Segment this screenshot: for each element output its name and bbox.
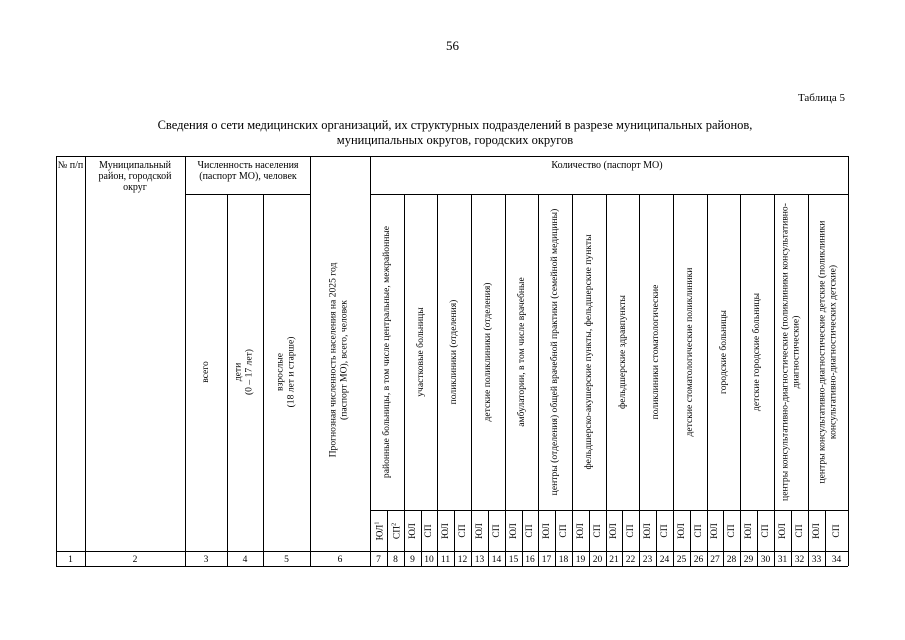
facility-type-header: центры консультативно-диагностические (поликлиники консультативно-диагностические) [779, 203, 801, 501]
column-number: 30 [760, 555, 771, 565]
grid-line [774, 194, 775, 566]
grid-line [639, 194, 640, 566]
grid-line [471, 194, 472, 566]
column-number: 28 [726, 555, 737, 565]
column-number: 13 [474, 555, 485, 565]
grid-line [437, 194, 438, 566]
facility-type-header: районные больницы, в том числе центральные, межрайонные [380, 225, 392, 479]
column-number: 12 [457, 555, 468, 565]
grid-line [404, 194, 405, 566]
sub-header-division: $СП^2$ [390, 522, 403, 539]
grid-line [310, 156, 311, 566]
header-forecast: Прогнозная численность населения на 2025 год (паспорт МО), всего, человек [327, 262, 349, 458]
column-number: 25 [676, 555, 687, 565]
sub-header-division: СП [760, 523, 771, 538]
sub-header-legal-entity: ЮЛ [676, 522, 687, 539]
grid-line [185, 194, 310, 195]
grid-line [673, 194, 674, 566]
column-number: 24 [659, 555, 670, 565]
sub-header-legal-entity: ЮЛ [407, 522, 418, 539]
grid-line [185, 156, 186, 566]
facility-type-header: поликлиники (отделения) [447, 299, 459, 405]
column-number: 22 [625, 555, 636, 565]
facility-type-header: участковые больницы [414, 307, 426, 397]
grid-line [370, 510, 848, 511]
column-number: 6 [337, 555, 343, 565]
grid-line [538, 194, 539, 566]
sub-header-division: СП [726, 523, 737, 538]
column-number: 23 [642, 555, 653, 565]
sub-header-legal-entity: ЮЛ [811, 522, 822, 539]
grid-line [56, 156, 848, 157]
facility-type-header: центры консультативно-диагностические детские (поликлиники консультативно-диагностических детские) [816, 220, 838, 484]
column-number: 17 [541, 555, 552, 565]
sub-header-legal-entity: ЮЛ [710, 522, 720, 539]
table-title [100, 118, 810, 148]
column-number: 3 [203, 555, 209, 565]
facility-type-header: фельдшерские здравпункты [616, 295, 628, 409]
column-number: 16 [525, 555, 535, 565]
sub-header-legal-entity: $ЮЛ^1$ [373, 521, 386, 540]
title-line-2: муниципальных округов, городских округов [336, 133, 574, 147]
grid-line [85, 156, 86, 566]
header-adults [276, 317, 297, 427]
sub-header-legal-entity: ЮЛ [642, 522, 653, 539]
header-population: Численность населения (паспорт МО), человек [197, 160, 299, 182]
adults-age: (18 лет и старше) [285, 336, 296, 408]
column-number: 5 [284, 555, 289, 565]
table-label: Таблица 5 [797, 92, 845, 104]
grid-line [370, 194, 848, 195]
grid-line [370, 156, 371, 566]
column-number: 11 [440, 555, 451, 565]
facility-type-header: амбулатории, в том числе врачебные [515, 277, 527, 427]
header-district: Муниципальный район, городской округ [98, 160, 172, 193]
sub-header-division: СП [659, 523, 670, 538]
column-number: 8 [393, 555, 398, 565]
header-quantity: Количество (паспорт МО) [551, 160, 663, 171]
grid-line [263, 194, 264, 566]
facility-type-header: детские стоматологические поликлиники [683, 267, 695, 437]
header-total: всего [199, 361, 211, 383]
sub-header-division: СП [424, 523, 434, 538]
grid-line [606, 194, 607, 566]
sub-header-legal-entity: ЮЛ [777, 522, 788, 539]
column-number: 1 [68, 555, 73, 565]
column-number: 18 [558, 555, 569, 565]
column-number: 4 [242, 555, 248, 565]
facility-type-header: городские больницы [717, 310, 729, 394]
column-number: 21 [609, 555, 619, 565]
sub-header-legal-entity: ЮЛ [609, 522, 619, 539]
adults-label: взрослые [274, 353, 286, 391]
sub-header-division: СП [693, 523, 704, 538]
sub-header-legal-entity: ЮЛ [743, 522, 754, 539]
grid-line [505, 194, 506, 566]
grid-line [707, 194, 708, 566]
column-number: 31 [777, 555, 788, 565]
title-line-1: Сведения о сети медицинских организаций, их структурных подразделений в разрезе муниципальных районов, [157, 118, 753, 132]
column-number: 26 [693, 555, 704, 565]
column-number: 19 [575, 555, 586, 565]
facility-type-header: фельдшерско-акушерские пункты, фельдшерские пункты [582, 234, 594, 470]
column-number: 20 [592, 555, 603, 565]
column-number: 34 [831, 555, 842, 565]
sub-header-division: СП [831, 523, 842, 538]
sub-header-division: СП [491, 523, 502, 538]
sub-header-legal-entity: ЮЛ [541, 522, 552, 539]
grid-line [572, 194, 573, 566]
sub-header-legal-entity: ЮЛ [440, 522, 451, 539]
column-number: 27 [710, 555, 720, 565]
sub-header-division: СП [625, 523, 636, 538]
column-number: 7 [376, 555, 381, 565]
sub-header-division: СП [794, 523, 805, 538]
column-number: 32 [794, 555, 805, 565]
children-label: дети [232, 362, 244, 382]
facility-type-header: детские поликлиники (отделения) [481, 282, 493, 422]
sub-header-division: СП [457, 523, 468, 538]
header-children [234, 327, 255, 417]
sub-header-division: СП [592, 523, 603, 538]
grid-line [808, 194, 809, 566]
column-number: 14 [491, 555, 502, 565]
sub-header-legal-entity: ЮЛ [575, 522, 586, 539]
column-number: 9 [410, 555, 415, 565]
column-number: 10 [424, 555, 434, 565]
column-number: 2 [132, 555, 138, 565]
facility-type-header: поликлиники стоматологические [649, 284, 661, 420]
column-number: 29 [743, 555, 754, 565]
children-age: (0 – 17 лет) [243, 349, 254, 396]
column-number: 15 [508, 555, 519, 565]
grid-line [56, 566, 848, 567]
grid-line [56, 156, 57, 566]
sub-header-legal-entity: ЮЛ [474, 522, 485, 539]
page-number: 56 [446, 38, 459, 53]
grid-line [740, 194, 741, 566]
grid-line [56, 551, 848, 552]
column-number: 33 [811, 555, 822, 565]
sub-header-division: СП [558, 523, 569, 538]
header-number: № п/п [57, 160, 84, 171]
grid-line [848, 156, 849, 566]
grid-line [227, 194, 228, 566]
facility-type-header: детские городские больницы [750, 292, 762, 412]
facility-type-header: центры (отделения) общей врачебной практики (семейной медицины) [548, 208, 560, 496]
sub-header-legal-entity: ЮЛ [508, 522, 519, 539]
sub-header-division: СП [525, 523, 535, 538]
